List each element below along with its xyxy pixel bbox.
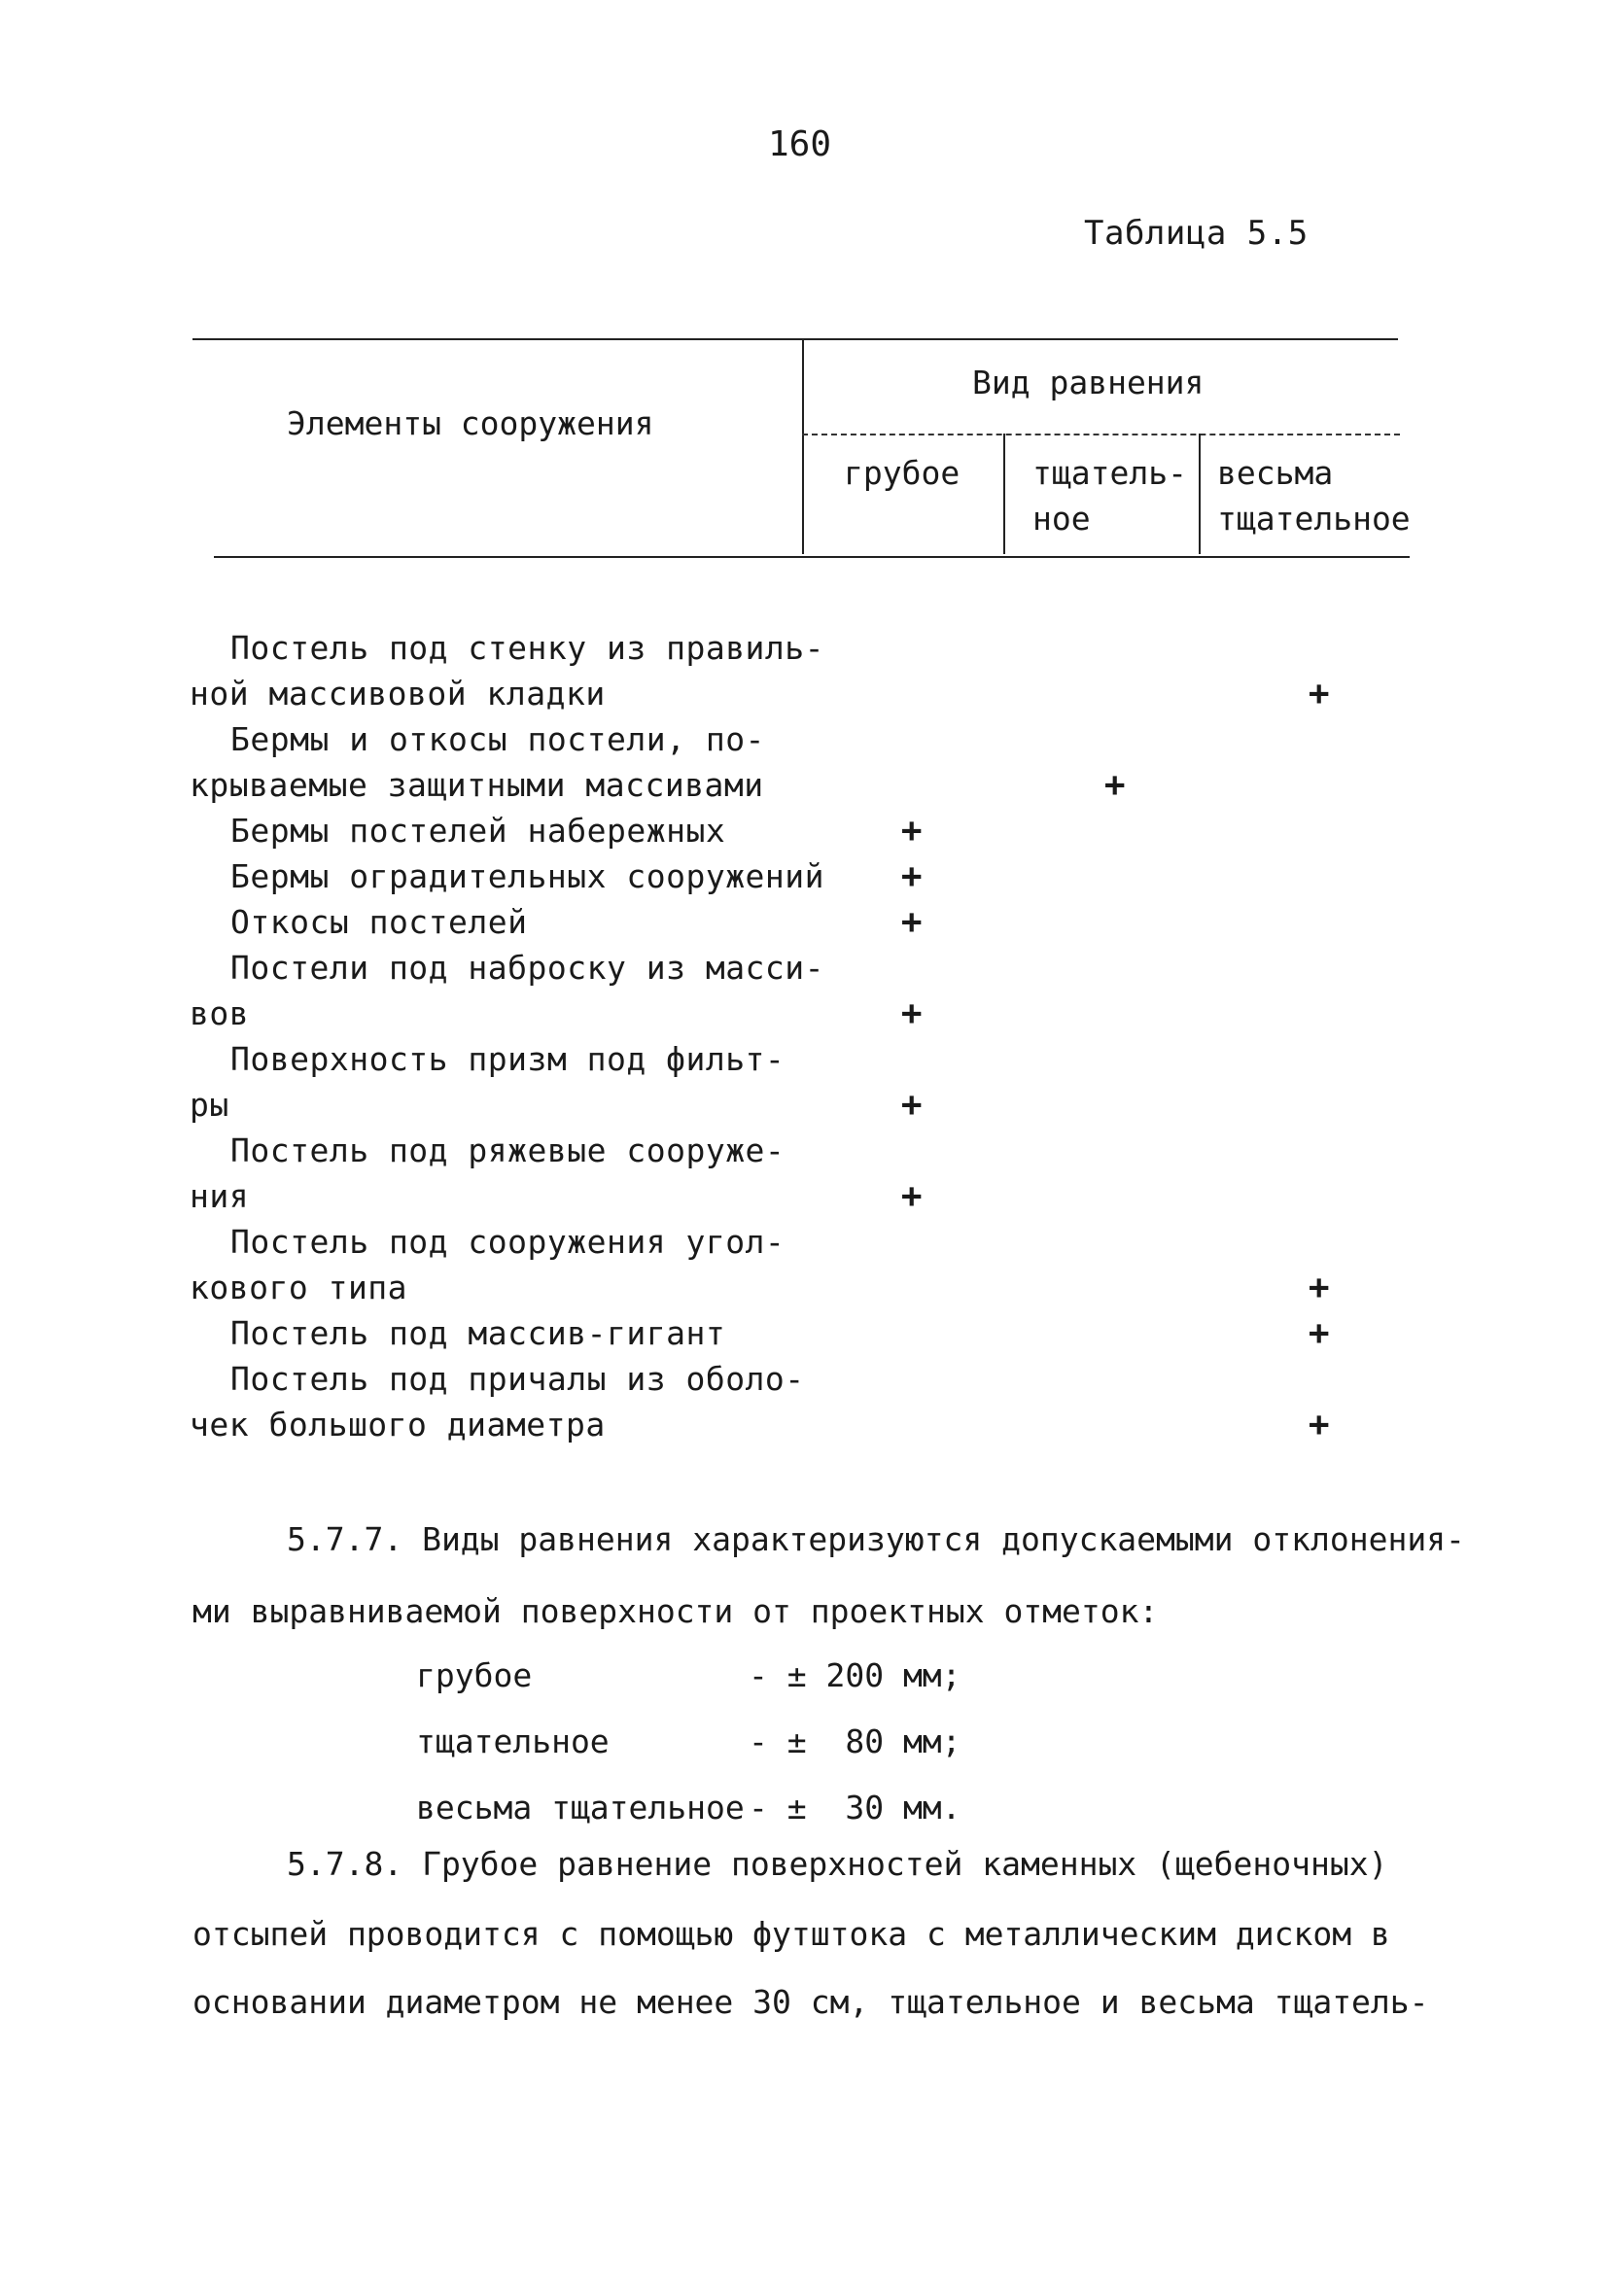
table-row — [190, 1310, 824, 1356]
table-caption: Таблица 5.5 — [1084, 214, 1309, 253]
table-row — [190, 853, 824, 899]
row-label-line: Постель под массив-гигант — [230, 1314, 726, 1352]
plus-mark-rough: + — [900, 902, 924, 942]
table-row — [190, 808, 824, 853]
row-label-line: Поверхность призм под фильт- — [230, 1040, 786, 1078]
table-row — [190, 625, 824, 716]
table-row — [190, 1219, 824, 1310]
plus-mark-very: + — [1308, 1313, 1331, 1353]
paragraph-577-line1: 5.7.7. Виды равнения характеризуются допускаемыми отклонения- — [287, 1520, 1465, 1558]
plus-mark-rough: + — [900, 1176, 924, 1216]
paragraph-578-line1: 5.7.8. Грубое равнение поверхностей каменных (щебеночных) — [287, 1845, 1388, 1883]
row-label-line: Постель под причалы из оболо- — [230, 1360, 805, 1398]
header-very-careful — [1217, 450, 1411, 541]
page-number: 160 — [768, 124, 832, 164]
table-header-bottom-rule — [214, 556, 1410, 558]
plus-mark-very: + — [1308, 1268, 1331, 1307]
table-row — [190, 899, 824, 945]
table-row — [190, 1036, 824, 1128]
table-row — [190, 945, 824, 1036]
header-very-line2: тщательное — [1217, 500, 1411, 538]
row-label-line: Постель под сооружения угол- — [230, 1223, 786, 1261]
header-leveling-type: Вид равнения — [972, 364, 1205, 401]
row-label-line: крываемые защитными массивами — [190, 766, 764, 804]
header-very-line1: весьма — [1217, 454, 1334, 492]
row-label-line: Откосы постелей — [230, 903, 528, 941]
plus-mark-rough: + — [900, 993, 924, 1033]
plus-mark-very: + — [1308, 1405, 1331, 1444]
paragraph-578-line2: отсыпей проводится с помощью футштока с металлическим диском в — [192, 1915, 1390, 1953]
table-header-divider — [802, 338, 804, 554]
row-label-line: ной массивовой кладки — [190, 675, 606, 713]
row-label-line: чек большого диаметра — [190, 1406, 606, 1444]
plus-mark-rough: + — [900, 856, 924, 896]
column-divider-1 — [1003, 434, 1005, 554]
table-body — [190, 625, 1331, 1447]
plus-mark-very: + — [1308, 674, 1331, 713]
header-elements: Элементы сооружения — [287, 404, 654, 442]
row-label-line: Постели под наброску из масси- — [230, 949, 825, 987]
row-label-line: Бермы и откосы постели, по- — [230, 720, 765, 758]
deviation-name: весьма тщательное — [416, 1789, 745, 1826]
deviation-value: - ± 30 мм. — [749, 1789, 961, 1826]
table-row — [190, 716, 824, 808]
deviation-value: - ± 80 мм; — [749, 1722, 961, 1760]
paragraph-578-line3: основании диаметром не менее 30 см, тщательное и весьма тщатель- — [192, 1983, 1429, 2021]
header-careful — [1032, 450, 1187, 541]
row-label-line: Бермы оградительных сооружений — [230, 857, 825, 895]
row-label-line: ры — [190, 1086, 229, 1124]
row-label-line: кового типа — [190, 1269, 408, 1306]
header-careful-line1: тщатель- — [1032, 454, 1187, 492]
row-label-line: Бермы постелей набережных — [230, 812, 726, 850]
plus-mark-rough: + — [900, 811, 924, 851]
row-label-line: Постель под ряжевые сооруже- — [230, 1131, 786, 1169]
header-careful-line2: ное — [1032, 500, 1091, 538]
subheader-rule — [802, 434, 1400, 435]
row-label-line: ния — [190, 1177, 250, 1215]
deviation-name: грубое — [416, 1656, 533, 1694]
deviation-name: тщательное — [416, 1722, 610, 1760]
table-row — [190, 1128, 824, 1219]
deviation-value: - ± 200 мм; — [749, 1656, 961, 1694]
table-row — [190, 1356, 824, 1447]
plus-mark-rough: + — [900, 1085, 924, 1125]
plus-mark-careful: + — [1103, 765, 1127, 805]
row-label-line: вов — [190, 994, 250, 1032]
row-label-line: Постель под стенку из правиль- — [230, 629, 825, 667]
column-divider-2 — [1199, 434, 1201, 554]
header-rough: грубое — [844, 454, 961, 492]
paragraph-577-line2: ми выравниваемой поверхности от проектных отметок: — [192, 1592, 1159, 1630]
table-top-rule — [192, 338, 1398, 340]
